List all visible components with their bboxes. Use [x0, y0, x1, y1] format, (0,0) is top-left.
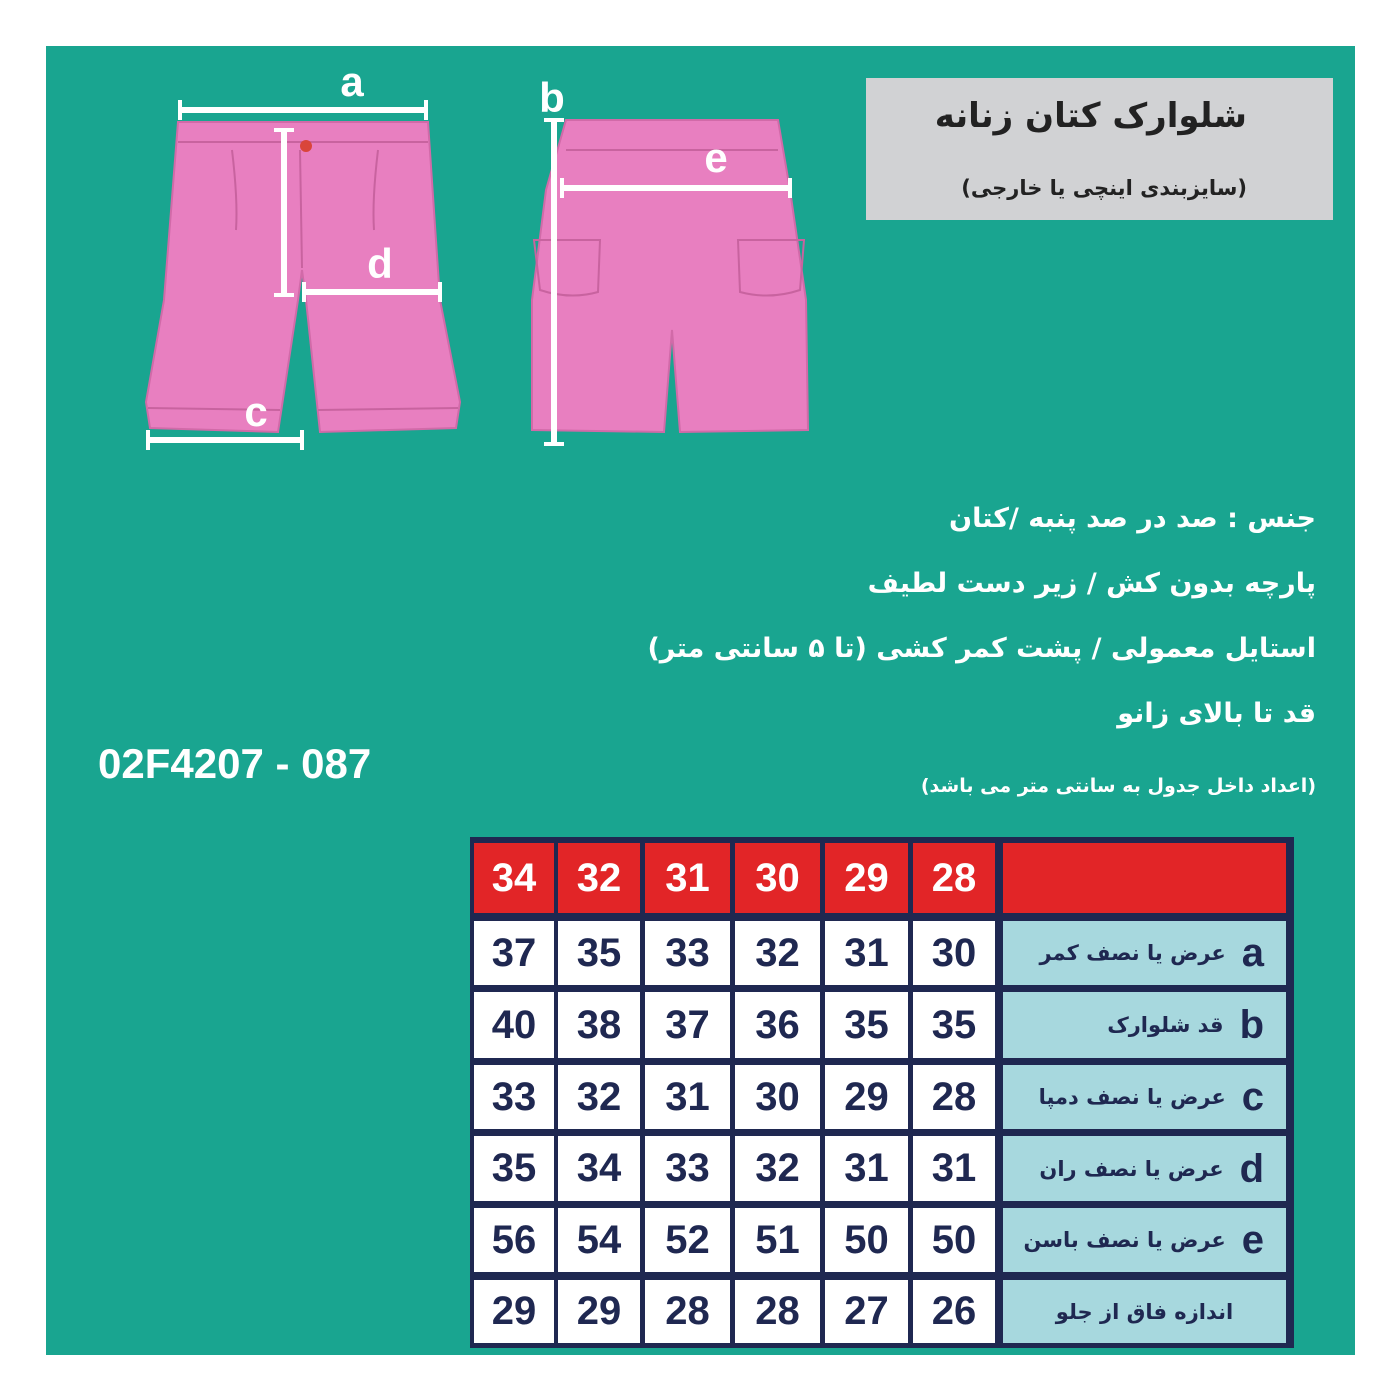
- table-cell: 31: [913, 1136, 995, 1201]
- table-cell: 52: [645, 1208, 730, 1272]
- table-cell: 27: [825, 1280, 908, 1343]
- row-label-text: اندازه فاق از جلو: [1055, 1299, 1234, 1324]
- row-label: [1003, 1208, 1286, 1272]
- units-note: (اعداد داخل جدول به سانتی متر می باشد): [920, 775, 1316, 797]
- table-cell: 36: [735, 992, 820, 1058]
- row-label: [1003, 921, 1286, 985]
- row-letter: b: [1239, 1003, 1264, 1047]
- title-box: [866, 78, 1333, 220]
- page-title: شلوارک کتان زنانه: [934, 96, 1247, 136]
- product-code: 02F4207 - 087: [98, 740, 372, 787]
- table-cell: 30: [735, 1065, 820, 1129]
- label-d: d: [367, 240, 393, 287]
- size-header-cell: 31: [645, 843, 730, 913]
- size-header-cell: 30: [735, 843, 820, 913]
- table-cell: 29: [474, 1280, 554, 1343]
- table-cell: 29: [825, 1065, 908, 1129]
- row-label: [1003, 992, 1286, 1058]
- table-cell: 50: [825, 1208, 908, 1272]
- table-cell: 40: [474, 992, 554, 1058]
- row-label-text: عرض یا نصف ران: [1039, 1156, 1224, 1181]
- label-a: a: [340, 58, 364, 105]
- size-header-cell: 29: [825, 843, 908, 913]
- table-cell: 32: [735, 1136, 820, 1201]
- table-cell: 54: [558, 1208, 640, 1272]
- row-letter: a: [1241, 931, 1264, 975]
- table-cell: 31: [825, 1136, 908, 1201]
- row-label: [1003, 1065, 1286, 1129]
- table-cell: 33: [645, 921, 730, 985]
- table-cell: 32: [558, 1065, 640, 1129]
- size-header-cell: 28: [913, 843, 995, 913]
- length-line: قد تا بالای زانو: [1117, 698, 1316, 729]
- label-c: c: [244, 388, 268, 435]
- table-cell: 35: [825, 992, 908, 1058]
- label-e: e: [704, 134, 728, 181]
- table-cell: 56: [474, 1208, 554, 1272]
- table-cell: 35: [474, 1136, 554, 1201]
- label-b: b: [539, 74, 565, 121]
- row-label: [1003, 1136, 1286, 1201]
- table-cell: 35: [913, 992, 995, 1058]
- row-label-text: عرض یا نصف کمر: [1039, 941, 1226, 965]
- table-cell: 26: [913, 1280, 995, 1343]
- table-cell: 33: [474, 1065, 554, 1129]
- size-table: [470, 837, 1294, 1348]
- material-line: جنس : صد در صد پنبه /کتان: [949, 503, 1316, 534]
- row-letter: e: [1241, 1218, 1264, 1262]
- back-shorts-illustration: [532, 120, 808, 432]
- row-label-text: عرض یا نصف دمپا: [1038, 1085, 1226, 1109]
- table-cell: 51: [735, 1208, 820, 1272]
- table-cell: 28: [735, 1280, 820, 1343]
- row-label-text: عرض یا نصف باسن: [1023, 1228, 1226, 1252]
- table-cell: 28: [645, 1280, 730, 1343]
- measure-a: [180, 100, 426, 120]
- row-letter: d: [1239, 1146, 1264, 1191]
- table-cell: 50: [913, 1208, 995, 1272]
- table-cell: 37: [474, 921, 554, 985]
- page-subtitle: (سایزبندی اینچی یا خارجی): [961, 176, 1247, 200]
- table-cell: 29: [558, 1280, 640, 1343]
- header-corner-cell: [1003, 843, 1286, 913]
- row-label-text: قد شلوارک: [1107, 1013, 1224, 1037]
- fabric-line: پارچه بدون کش / زیر دست لطیف: [867, 568, 1316, 599]
- table-cell: 32: [735, 921, 820, 985]
- table-cell: 30: [913, 921, 995, 985]
- row-letter: c: [1241, 1075, 1264, 1119]
- table-cell: 35: [558, 921, 640, 985]
- size-header-cell: 32: [558, 843, 640, 913]
- measure-c: [148, 430, 302, 450]
- size-header-cell: 34: [474, 843, 554, 913]
- table-cell: 34: [558, 1136, 640, 1201]
- table-cell: 28: [913, 1065, 995, 1129]
- table-cell: 33: [645, 1136, 730, 1201]
- row-label: [1003, 1280, 1286, 1343]
- table-cell: 31: [825, 921, 908, 985]
- style-line: استایل معمولی / پشت کمر کشی (تا ۵ سانتی متر): [647, 633, 1316, 664]
- table-cell: 31: [645, 1065, 730, 1129]
- table-cell: 37: [645, 992, 730, 1058]
- table-cell: 38: [558, 992, 640, 1058]
- front-shorts-illustration: [146, 122, 460, 432]
